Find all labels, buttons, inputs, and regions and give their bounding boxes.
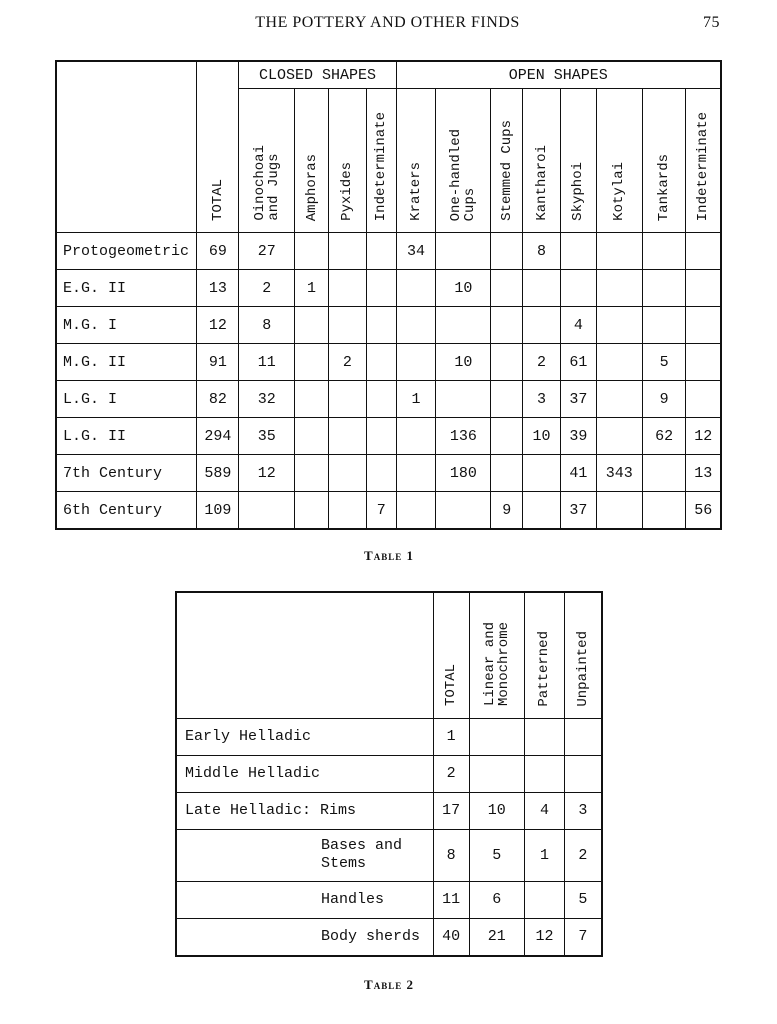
table-cell	[436, 307, 491, 344]
table-cell	[560, 233, 596, 270]
table-cell	[366, 307, 396, 344]
table-cell	[596, 492, 642, 530]
table-row	[56, 381, 721, 418]
table-cell: 2	[523, 344, 561, 381]
column-header-closed-1	[295, 89, 329, 233]
table-cell: 4	[525, 792, 565, 829]
column-header-3	[564, 592, 602, 718]
table-cell	[525, 755, 565, 792]
table-cell: 109	[197, 492, 239, 530]
table-cell	[396, 307, 436, 344]
table-row	[56, 307, 721, 344]
caption-text: Table 2	[364, 977, 414, 992]
caption-text: Table 1	[364, 548, 414, 563]
table-cell: 5	[642, 344, 686, 381]
column-header-label: Unpainted	[574, 630, 591, 707]
table-cell	[686, 233, 721, 270]
column-header-0	[433, 592, 469, 718]
table-cell: 12	[525, 918, 565, 956]
table-cell: 32	[239, 381, 295, 418]
table-cell: 294	[197, 418, 239, 455]
table-cell: 7	[564, 918, 602, 956]
table-cell: 7	[366, 492, 396, 530]
table-cell	[366, 381, 396, 418]
row-label: M.G. I	[56, 307, 197, 344]
table-cell	[328, 381, 366, 418]
column-header-2	[525, 592, 565, 718]
table-cell: 4	[560, 307, 596, 344]
table-cell	[328, 233, 366, 270]
table-cell	[396, 455, 436, 492]
column-header-open-6	[642, 89, 686, 233]
column-header-label: TOTAL	[443, 664, 460, 707]
table-cell	[525, 881, 565, 918]
table-cell	[491, 233, 523, 270]
table-cell: 8	[239, 307, 295, 344]
table-cell	[686, 270, 721, 307]
column-header-label: Oinochoai and Jugs	[251, 145, 282, 221]
column-header-open-7	[686, 89, 721, 233]
table-row	[56, 418, 721, 455]
table-cell	[396, 344, 436, 381]
row-label: Middle Helladic	[176, 755, 433, 792]
table-cell	[396, 418, 436, 455]
row-label: Bases and Stems	[176, 829, 433, 881]
table-cell: 35	[239, 418, 295, 455]
table-row	[176, 918, 602, 956]
table-cell: 2	[564, 829, 602, 881]
table-cell	[366, 270, 396, 307]
table-cell: 1	[525, 829, 565, 881]
table-cell	[560, 270, 596, 307]
table-2-corner-cell	[176, 592, 433, 718]
table-cell: 27	[239, 233, 295, 270]
row-label: E.G. II	[56, 270, 197, 307]
table-cell	[523, 455, 561, 492]
column-header-closed-2	[328, 89, 366, 233]
table-row	[56, 270, 721, 307]
row-label: Early Helladic	[176, 718, 433, 755]
table-cell: 589	[197, 455, 239, 492]
column-header-label: Patterned	[536, 630, 553, 707]
table-cell	[239, 492, 295, 530]
table-cell	[642, 455, 686, 492]
column-header-label: One-handled Cups	[448, 128, 479, 221]
table-cell: 56	[686, 492, 721, 530]
table-cell: 12	[197, 307, 239, 344]
table-cell	[596, 233, 642, 270]
row-label: Protogeometric	[56, 233, 197, 270]
table-cell: 2	[239, 270, 295, 307]
table-cell: 3	[523, 381, 561, 418]
table-cell: 11	[239, 344, 295, 381]
table-cell	[642, 270, 686, 307]
table-cell	[491, 344, 523, 381]
table-cell	[686, 307, 721, 344]
table-cell	[295, 492, 329, 530]
row-label: Handles	[176, 881, 433, 918]
column-header-closed-3	[366, 89, 396, 233]
table-cell	[596, 344, 642, 381]
table-cell: 10	[523, 418, 561, 455]
column-header-label: Kantharoi	[533, 145, 550, 221]
row-label: L.G. I	[56, 381, 197, 418]
column-header-open-3	[523, 89, 561, 233]
table-cell	[642, 492, 686, 530]
page-header	[55, 12, 720, 36]
table-2	[175, 591, 603, 957]
table-cell: 1	[433, 718, 469, 755]
column-header-1	[469, 592, 525, 718]
table-cell: 180	[436, 455, 491, 492]
table-cell	[686, 344, 721, 381]
column-header-label: Kraters	[408, 162, 425, 221]
running-title: THE POTTERY AND OTHER FINDS	[255, 14, 520, 31]
column-header-label: Linear and Monochrome	[481, 622, 512, 707]
table-cell	[328, 418, 366, 455]
table-cell	[491, 418, 523, 455]
table-1-caption	[330, 548, 448, 564]
group-header-closed-shapes: CLOSED SHAPES	[239, 61, 396, 89]
table-cell	[295, 307, 329, 344]
table-cell	[469, 718, 525, 755]
table-row	[176, 792, 602, 829]
column-header-open-0	[396, 89, 436, 233]
column-header-label: Amphoras	[303, 153, 320, 221]
column-header-open-2	[491, 89, 523, 233]
table-2-caption	[330, 977, 448, 993]
table-cell	[596, 381, 642, 418]
column-header-closed-0	[239, 89, 295, 233]
table-cell	[396, 270, 436, 307]
table-cell: 343	[596, 455, 642, 492]
table-1-corner-cell	[56, 61, 197, 233]
row-label: M.G. II	[56, 344, 197, 381]
row-label: L.G. II	[56, 418, 197, 455]
row-label: Body sherds	[176, 918, 433, 956]
table-cell: 136	[436, 418, 491, 455]
table-cell	[596, 270, 642, 307]
column-header-open-1	[436, 89, 491, 233]
row-label: Late Helladic: Rims	[176, 792, 433, 829]
table-cell: 5	[469, 829, 525, 881]
table-cell: 8	[523, 233, 561, 270]
column-header-total	[197, 61, 239, 233]
table-cell: 8	[433, 829, 469, 881]
page-number: 75	[703, 14, 720, 31]
table-row	[56, 344, 721, 381]
table-cell: 1	[396, 381, 436, 418]
table-cell: 10	[436, 344, 491, 381]
table-cell	[396, 492, 436, 530]
table-cell: 12	[239, 455, 295, 492]
table-cell: 5	[564, 881, 602, 918]
table-cell: 34	[396, 233, 436, 270]
table-cell: 9	[642, 381, 686, 418]
column-header-label: Stemmed Cups	[498, 120, 515, 221]
table-cell	[328, 455, 366, 492]
table-cell: 82	[197, 381, 239, 418]
table-cell	[295, 233, 329, 270]
table-row	[56, 233, 721, 270]
table-cell	[596, 418, 642, 455]
table-row	[176, 718, 602, 755]
table-cell	[295, 344, 329, 381]
column-header-open-5	[596, 89, 642, 233]
table-cell: 61	[560, 344, 596, 381]
table-cell: 41	[560, 455, 596, 492]
column-header-label: Pyxides	[339, 162, 356, 221]
column-header-label: Indeterminate	[373, 111, 390, 221]
table-cell	[436, 233, 491, 270]
table-cell	[295, 381, 329, 418]
table-cell: 13	[686, 455, 721, 492]
table-cell: 39	[560, 418, 596, 455]
table-cell: 13	[197, 270, 239, 307]
table-cell: 40	[433, 918, 469, 956]
column-header-label: TOTAL	[209, 178, 226, 221]
table-cell: 11	[433, 881, 469, 918]
row-label: 7th Century	[56, 455, 197, 492]
table-cell	[328, 492, 366, 530]
table-cell	[469, 755, 525, 792]
table-cell	[642, 233, 686, 270]
table-cell	[525, 718, 565, 755]
table-cell: 17	[433, 792, 469, 829]
table-cell: 62	[642, 418, 686, 455]
table-row	[176, 755, 602, 792]
table-cell	[328, 307, 366, 344]
table-cell	[491, 270, 523, 307]
table-cell	[491, 307, 523, 344]
table-cell: 1	[295, 270, 329, 307]
table-cell	[564, 718, 602, 755]
table-cell: 9	[491, 492, 523, 530]
table-row	[56, 492, 721, 530]
column-header-open-4	[560, 89, 596, 233]
table-cell: 2	[433, 755, 469, 792]
column-header-label: Kotylai	[611, 162, 628, 221]
table-row	[56, 455, 721, 492]
row-label: 6th Century	[56, 492, 197, 530]
table-cell	[523, 492, 561, 530]
table-cell	[366, 418, 396, 455]
table-cell	[523, 270, 561, 307]
table-cell: 10	[436, 270, 491, 307]
column-header-label: Indeterminate	[695, 111, 712, 221]
table-cell	[564, 755, 602, 792]
table-cell	[596, 307, 642, 344]
table-cell: 3	[564, 792, 602, 829]
table-cell	[366, 455, 396, 492]
table-cell	[295, 418, 329, 455]
table-cell	[491, 455, 523, 492]
table-cell	[366, 233, 396, 270]
column-header-label: Skyphoi	[570, 162, 587, 221]
table-cell: 37	[560, 381, 596, 418]
table-cell: 91	[197, 344, 239, 381]
table-cell: 37	[560, 492, 596, 530]
table-cell	[366, 344, 396, 381]
table-cell: 6	[469, 881, 525, 918]
group-header-open-shapes: OPEN SHAPES	[396, 61, 721, 89]
table-cell	[491, 381, 523, 418]
table-1	[55, 60, 722, 530]
table-cell	[436, 492, 491, 530]
table-cell: 10	[469, 792, 525, 829]
table-cell	[295, 455, 329, 492]
table-row	[176, 881, 602, 918]
table-cell	[436, 381, 491, 418]
table-cell	[523, 307, 561, 344]
table-cell	[686, 381, 721, 418]
table-row	[176, 829, 602, 881]
table-cell	[328, 270, 366, 307]
column-header-label: Tankards	[656, 153, 673, 221]
table-cell	[642, 307, 686, 344]
table-cell: 21	[469, 918, 525, 956]
table-cell: 12	[686, 418, 721, 455]
table-cell: 2	[328, 344, 366, 381]
table-cell: 69	[197, 233, 239, 270]
